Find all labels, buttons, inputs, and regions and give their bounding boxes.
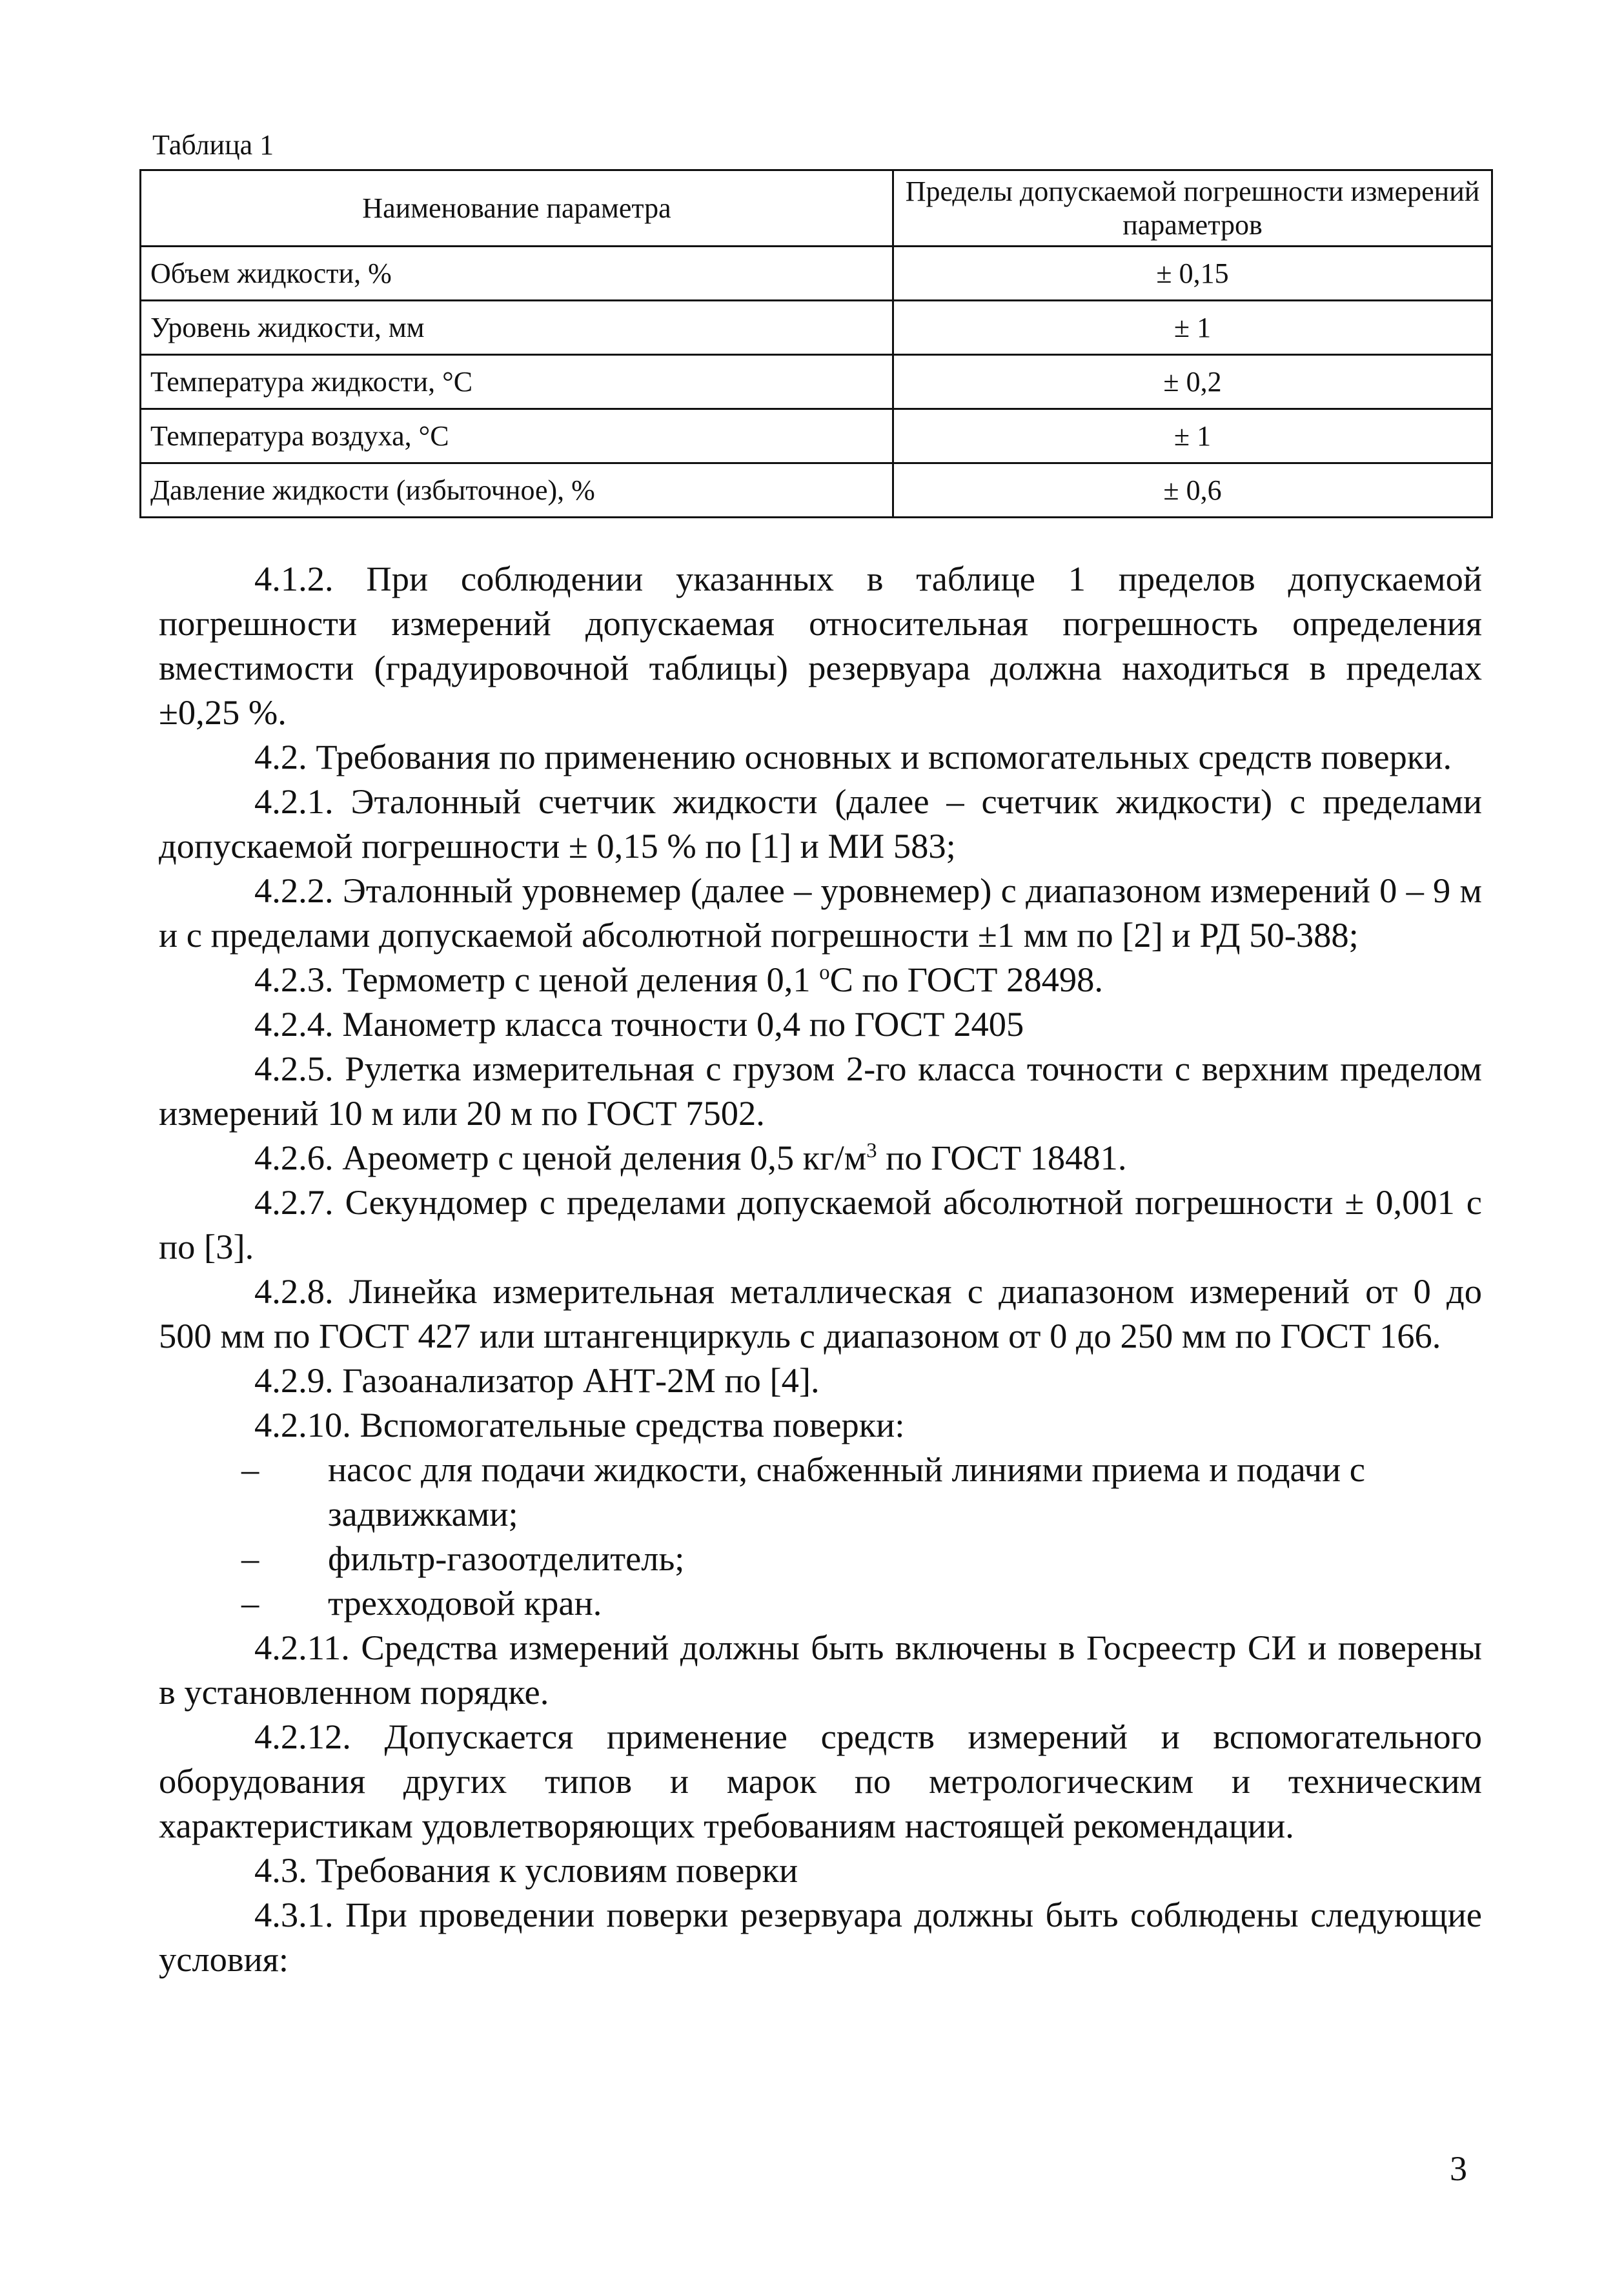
- row-name: Температура воздуха, °С: [141, 409, 893, 463]
- paragraph-4-2-6-text: 4.2.6. Ареометр с ценой деления 0,5 кг/м: [254, 1138, 867, 1177]
- row-name: Уровень жидкости, мм: [141, 301, 893, 355]
- paragraph-4-1-2: 4.1.2. При соблюдении указанных в таблице 1 пределов допускаемой погрешности измерений допускаемая относительная погрешность определения вместимости (градуировочной таблицы) резервуара должна находиться в пределах ±0,25 %.: [159, 559, 1482, 732]
- row-value: ± 0,15: [893, 247, 1492, 301]
- dash-bullet: –: [241, 1539, 259, 1578]
- paragraph-4-2-12: 4.2.12. Допускается применение средств измерений и вспомогательного оборудования других типов и марок по метрологическим и техническим характеристикам удовлетворяющих требованиям настоящей рекомендации.: [159, 1717, 1482, 1845]
- paragraph-4-3-1: 4.3.1. При проведении поверки резервуара должны быть соблюдены следующие условия:: [159, 1895, 1482, 1979]
- paragraph-4-2-2: 4.2.2. Эталонный уровнемер (далее – уровнемер) с диапазоном измерений 0 – 9 м и с пределами допускаемой абсолютной погрешности ±1 мм по [2] и РД 50-388;: [159, 871, 1482, 955]
- table-row: [141, 355, 1492, 409]
- row-value: ± 0,2: [893, 355, 1492, 409]
- paragraph-4-2-7: 4.2.7. Секундомер с пределами допускаемой абсолютной погрешности ± 0,001 с по [3].: [159, 1182, 1482, 1266]
- paragraph-4-3: 4.3. Требования к условиям поверки: [254, 1850, 798, 1890]
- paragraph-4-2-3-text: 4.2.3. Термометр с ценой деления 0,1: [254, 960, 820, 999]
- paragraph-4-2-3: [159, 957, 1482, 1002]
- table-header-row: [141, 170, 1492, 247]
- header-error-limits: Пределы допускаемой погрешности измерений параметров: [893, 170, 1492, 247]
- paragraph-4-2-8: 4.2.8. Линейка измерительная металлическая с диапазоном измерений от 0 до 500 мм по ГОСТ 427 или штангенциркуль с диапазоном от 0 до 250 мм по ГОСТ 166.: [159, 1271, 1482, 1355]
- paragraph-4-2-6: [159, 1135, 1482, 1180]
- list-item-text: фильтр-газоотделитель;: [328, 1539, 685, 1578]
- table-row: [141, 463, 1492, 518]
- paragraph-4-2-11: 4.2.11. Средства измерений должны быть включены в Госреестр СИ и поверены в установленном порядке.: [159, 1628, 1482, 1712]
- parameters-table: [139, 169, 1493, 518]
- row-name: Объем жидкости, %: [141, 247, 893, 301]
- degree-superscript: о: [819, 960, 830, 984]
- body-text: [159, 556, 1482, 1981]
- dash-bullet: –: [241, 1450, 259, 1489]
- list-item-text: насос для подачи жидкости, снабженный линиями приема и подачи с задвижками;: [328, 1450, 1365, 1533]
- list-item-text: трехходовой кран.: [328, 1583, 602, 1623]
- row-value: ± 1: [893, 409, 1492, 463]
- list-item: [159, 1536, 1482, 1581]
- row-name: Давление жидкости (избыточное), %: [141, 463, 893, 518]
- dash-bullet: –: [241, 1583, 259, 1623]
- paragraph-4-2-3-text-end: С по ГОСТ 28498.: [829, 960, 1103, 999]
- paragraph-4-2-6-text-end: по ГОСТ 18481.: [877, 1138, 1127, 1177]
- row-name: Температура жидкости, °С: [141, 355, 893, 409]
- table-row: [141, 409, 1492, 463]
- list-item: [159, 1447, 1482, 1536]
- page-number: 3: [1450, 2149, 1467, 2188]
- table-caption: Таблица 1: [152, 129, 274, 161]
- list-item: [159, 1581, 1482, 1625]
- paragraph-4-2-9: 4.2.9. Газоанализатор АНТ-2М по [4].: [254, 1361, 820, 1400]
- paragraph-4-2-10: 4.2.10. Вспомогательные средства поверки:: [254, 1405, 905, 1444]
- paragraph-4-2-4: 4.2.4. Манометр класса точности 0,4 по ГОСТ 2405: [254, 1004, 1024, 1044]
- table-row: [141, 301, 1492, 355]
- row-value: ± 0,6: [893, 463, 1492, 518]
- paragraph-4-2: 4.2. Требования по применению основных и вспомогательных средств поверки.: [254, 737, 1452, 776]
- header-parameter-name: Наименование параметра: [141, 170, 893, 247]
- cubic-superscript: 3: [866, 1138, 877, 1162]
- paragraph-4-2-5: 4.2.5. Рулетка измерительная с грузом 2-го класса точности с верхним пределом измерений 10 м или 20 м по ГОСТ 7502.: [159, 1049, 1482, 1133]
- table-row: [141, 247, 1492, 301]
- paragraph-4-2-1: 4.2.1. Эталонный счетчик жидкости (далее – счетчик жидкости) с пределами допускаемой погрешности ± 0,15 % по [1] и МИ 583;: [159, 782, 1482, 865]
- row-value: ± 1: [893, 301, 1492, 355]
